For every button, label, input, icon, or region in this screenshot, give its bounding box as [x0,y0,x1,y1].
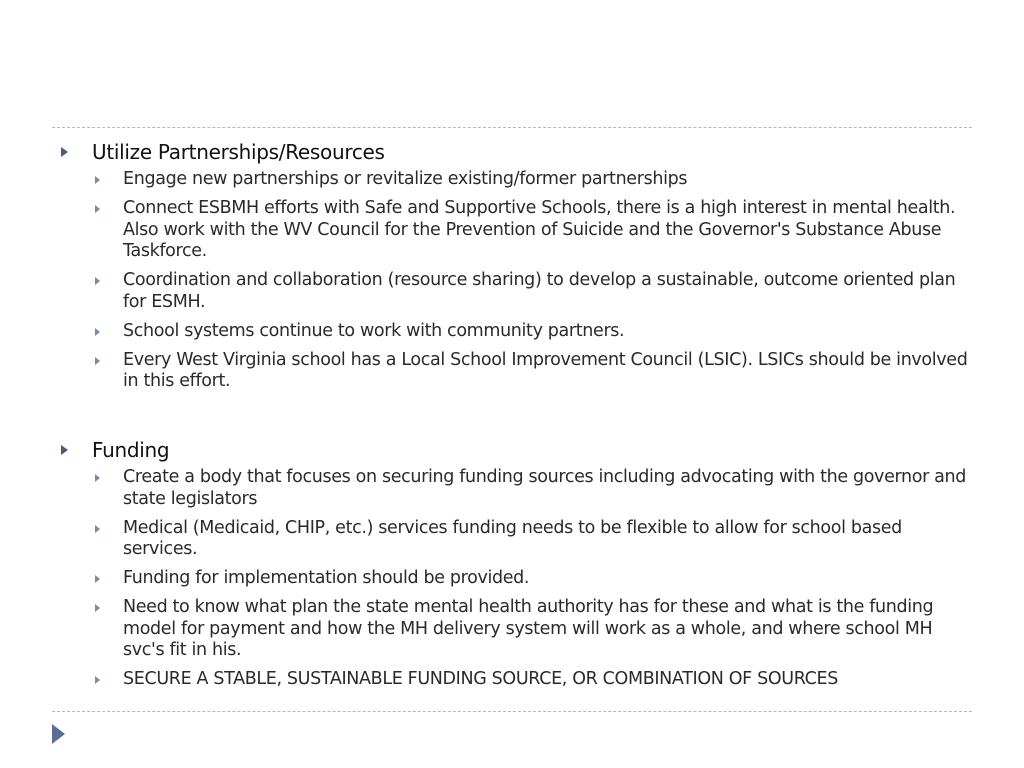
triangle-bullet-icon [95,604,100,612]
list-item-text: Connect ESBMH efforts with Safe and Supportive Schools, there is a high interest in mental health. Also work with the WV Council for the Prevention of Suicide and the Governor's Substance Abuse Taskforce. [123,198,956,261]
list-item [123,270,968,313]
heading-text: Utilize Partnerships/Resources [92,140,385,164]
list-item-text: School systems continue to work with community partners. [123,320,625,341]
triangle-bullet-icon [95,328,100,336]
triangle-bullet-icon [95,474,100,482]
list-item [123,169,968,191]
triangle-bullet-icon [95,525,100,533]
play-arrow-icon[interactable] [52,724,65,744]
list-item-text: Medical (Medicaid, CHIP, etc.) services funding needs to be flexible to allow for school based services. [123,517,902,559]
list-item [123,669,968,691]
bullet-list [58,169,968,393]
list-item [123,350,968,393]
heading-text: Funding [92,438,170,462]
list-item-text: Create a body that focuses on securing funding sources including advocating with the governor and state legislators [123,467,967,509]
triangle-bullet-icon [95,176,100,184]
list-item [123,518,968,561]
list-item-text: Every West Virginia school has a Local School Improvement Council (LSIC). LSICs should be involved in this effort. [123,349,968,391]
triangle-bullet-icon [95,357,100,365]
bottom-divider [52,711,972,712]
section-partnerships [58,139,968,400]
section-funding [58,437,968,698]
triangle-bullet-icon [95,277,100,285]
triangle-bullet-icon [61,147,68,157]
list-item [123,321,968,343]
triangle-bullet-icon [61,445,68,455]
list-item-text: Engage new partnerships or revitalize existing/former partnerships [123,169,688,189]
list-item-text: SECURE A STABLE, SUSTAINABLE FUNDING SOURCE, OR COMBINATION OF SOURCES [123,669,838,689]
list-item [123,198,968,263]
bullet-list [58,467,968,691]
triangle-bullet-icon [95,205,100,213]
triangle-bullet-icon [95,575,100,583]
list-item-text: Need to know what plan the state mental health authority has for these and what is the funding model for payment and how the MH delivery system will work as a whole, and where school MH svc's fit in his. [123,597,934,660]
list-item-text: Funding for implementation should be provided. [123,568,530,588]
triangle-bullet-icon [95,676,100,684]
section-heading [58,437,968,463]
list-item [123,467,968,510]
section-heading [58,139,968,165]
list-item-text: Coordination and collaboration (resource sharing) to develop a sustainable, outcome oriented plan for ESMH. [123,270,956,312]
list-item [123,597,968,662]
top-divider [52,127,972,128]
list-item [123,568,968,590]
